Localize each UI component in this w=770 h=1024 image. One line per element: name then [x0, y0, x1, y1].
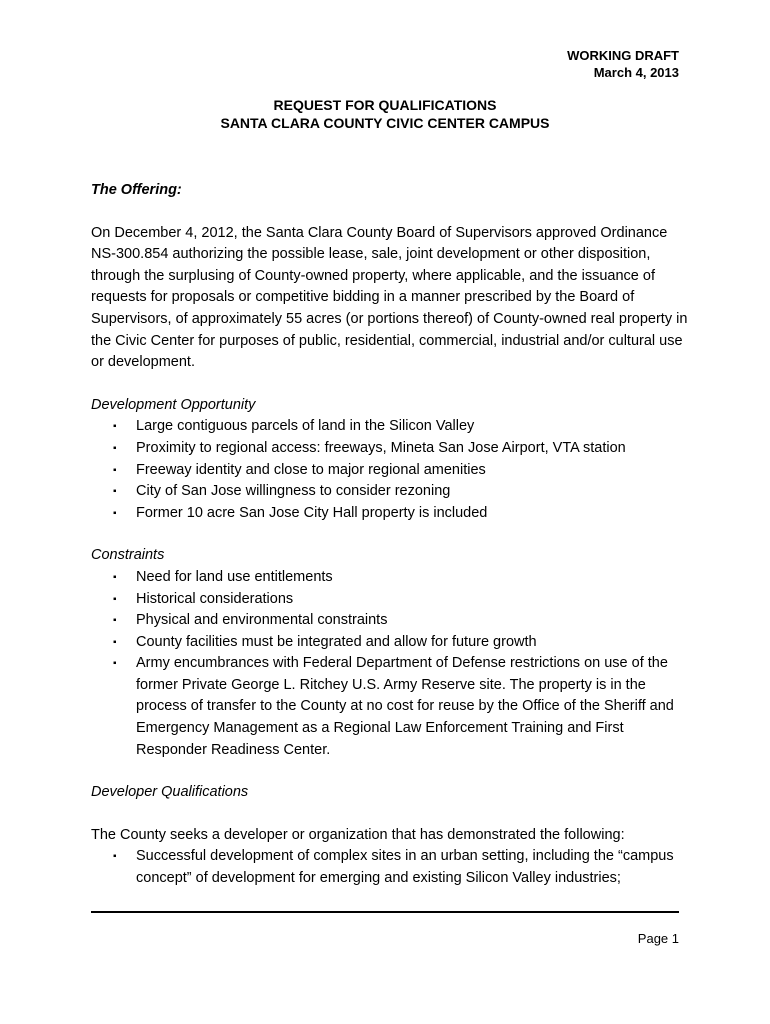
bullet-icon: ▪: [113, 442, 117, 454]
constraints-heading: Constraints: [91, 547, 165, 564]
list-item: ▪ Need for land use entitlements: [91, 567, 691, 589]
list-item: ▪ Physical and environmental constraints: [91, 610, 691, 632]
qualifications-list: [91, 846, 691, 889]
draft-label: WORKING DRAFT: [567, 48, 679, 63]
bullet-icon: ▪: [113, 851, 117, 863]
draft-header: [567, 47, 679, 81]
title-line-1: REQUEST FOR QUALIFICATIONS: [273, 97, 497, 113]
document-body: [91, 180, 691, 911]
development-list: [91, 416, 691, 524]
offering-heading: The Offering:: [91, 182, 182, 198]
qualifications-heading: Developer Qualifications: [91, 784, 249, 801]
bullet-icon: ▪: [113, 658, 117, 670]
list-item: ▪ Large contiguous parcels of land in the Silicon Valley: [91, 416, 691, 438]
list-item: ▪ County facilities must be integrated and allow for future growth: [91, 632, 691, 654]
bullet-icon: ▪: [113, 593, 117, 605]
development-heading: Development Opportunity: [91, 396, 256, 413]
document-title: [0, 96, 770, 132]
footer-divider: [91, 911, 679, 913]
bullet-icon: ▪: [113, 615, 117, 627]
bullet-icon: ▪: [113, 507, 117, 519]
bullet-icon: ▪: [113, 421, 117, 433]
list-item: ▪ Historical considerations: [91, 589, 691, 611]
list-item: ▪ Freeway identity and close to major regional amenities: [91, 460, 691, 482]
qualifications-intro: The County seeks a developer or organization that has demonstrated the following:: [91, 826, 625, 843]
title-line-2: SANTA CLARA COUNTY CIVIC CENTER CAMPUS: [220, 115, 550, 131]
list-item: ▪ Proximity to regional access: freeways, Mineta San Jose Airport, VTA station: [91, 438, 691, 460]
bullet-icon: ▪: [113, 636, 117, 648]
list-item: ▪ City of San Jose willingness to consider rezoning: [91, 481, 691, 503]
offering-paragraph: On December 4, 2012, the Santa Clara County Board of Supervisors approved Ordinance NS-300.854 authorizing the possible lease, sale, joint development or other disposition, through the surplusing of County-owned property, where applicable, and the issuance of requests for proposals or competitive bidding in a manner prescribed by the Board of Supervisors, of approximately 55 acres (or portions thereof) of County-owned real property in the Civic Center for purposes of public, residential, commercial, industrial and/or cultural use or development.: [91, 224, 688, 371]
bullet-icon: ▪: [113, 486, 117, 498]
list-item: ▪ Former 10 acre San Jose City Hall property is included: [91, 503, 691, 525]
page-number: Page 1: [637, 931, 679, 946]
bullet-icon: ▪: [113, 464, 117, 476]
draft-date: March 4, 2013: [593, 65, 679, 80]
constraints-list: [91, 567, 691, 761]
list-item: ▪ Army encumbrances with Federal Department of Defense restrictions on use of the former Private George L. Ritchey U.S. Army Reserve site. The property is in the process of transfer to the County at no cost for reuse by the Office of the Sheriff and Emergency Management as a Regional Law Enforcement Training and First Responder Readiness Center.: [113, 655, 674, 758]
list-item: ▪ Successful development of complex sites in an urban setting, including the “campus concept” of development for emerging and existing Silicon Valley industries;: [113, 848, 674, 887]
bullet-icon: ▪: [113, 571, 117, 583]
